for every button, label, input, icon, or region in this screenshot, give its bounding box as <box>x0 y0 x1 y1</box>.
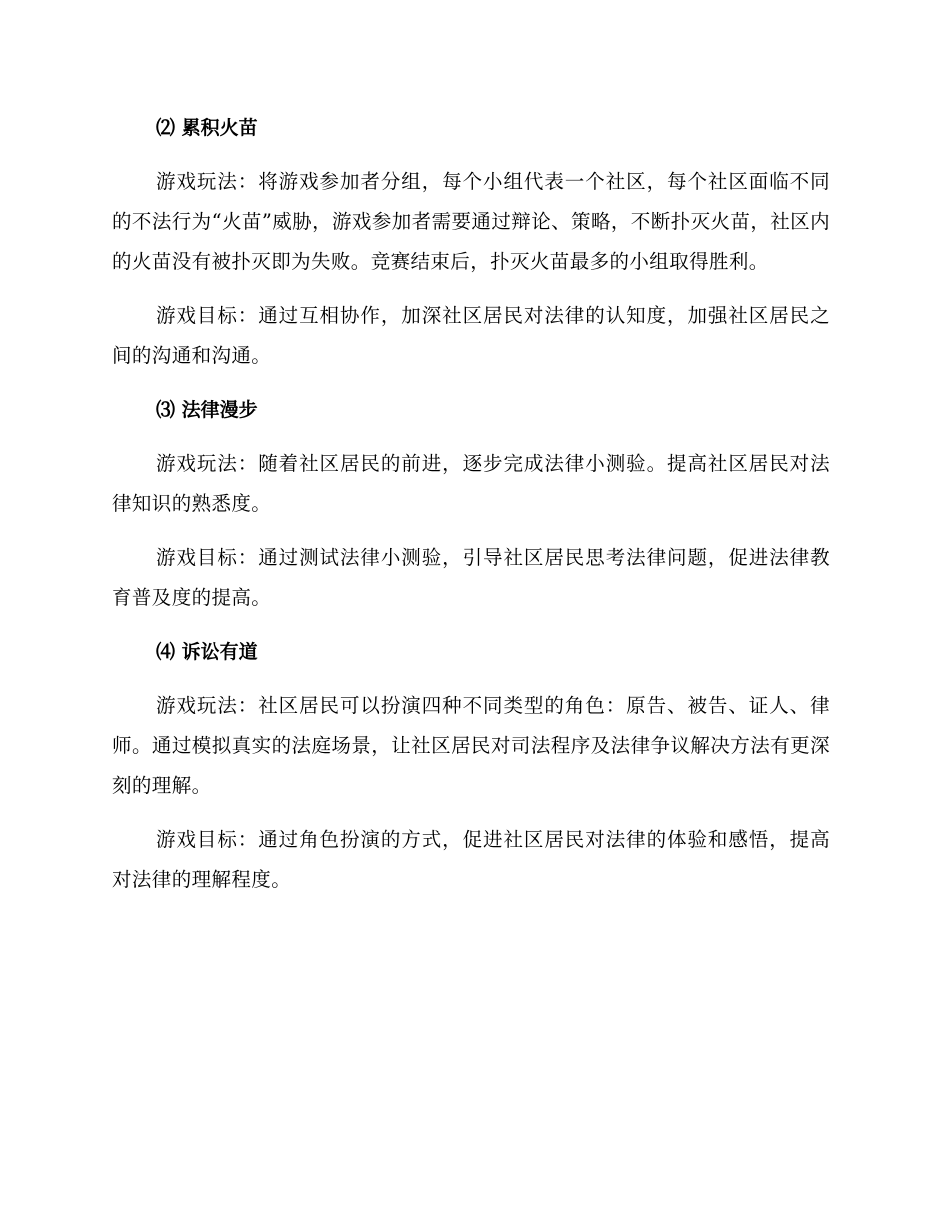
goal-paragraph: 游戏目标：通过测试法律小测验，引导社区居民思考法律问题，促进法律教育普及度的提高。 <box>112 546 830 609</box>
section-heading: ⑶ 法律漫步 <box>156 399 258 421</box>
goal-paragraph: 游戏目标：通过互相协作，加深社区居民对法律的认知度，加强社区居民之间的沟通和沟通。 <box>112 304 830 367</box>
section-heading: ⑵ 累积火苗 <box>156 117 258 139</box>
goal-paragraph: 游戏目标：通过角色扮演的方式，促进社区居民对法律的体验和感悟，提高对法律的理解程度。 <box>112 828 830 891</box>
section-litigation <box>112 632 830 900</box>
section-heading: ⑷ 诉讼有道 <box>156 641 258 663</box>
gameplay-paragraph: 游戏玩法：随着社区居民的前进，逐步完成法律小测验。提高社区居民对法律知识的熟悉度。 <box>112 452 830 515</box>
document-body <box>112 108 830 914</box>
gameplay-paragraph: 游戏玩法：将游戏参加者分组，每个小组代表一个社区，每个社区面临不同的不法行为“火苗”威胁，游戏参加者需要通过辩论、策略，不断扑灭火苗，社区内的火苗没有被扑灭即为失败。竞赛结束后，扑灭火苗最多的小组取得胜利。 <box>112 170 830 273</box>
gameplay-paragraph: 游戏玩法：社区居民可以扮演四种不同类型的角色：原告、被告、证人、律师。通过模拟真实的法庭场景，让社区居民对司法程序及法律争议解决方法有更深刻的理解。 <box>112 694 830 797</box>
section-law-walk <box>112 390 830 618</box>
section-accumulate-sparks <box>112 108 830 376</box>
